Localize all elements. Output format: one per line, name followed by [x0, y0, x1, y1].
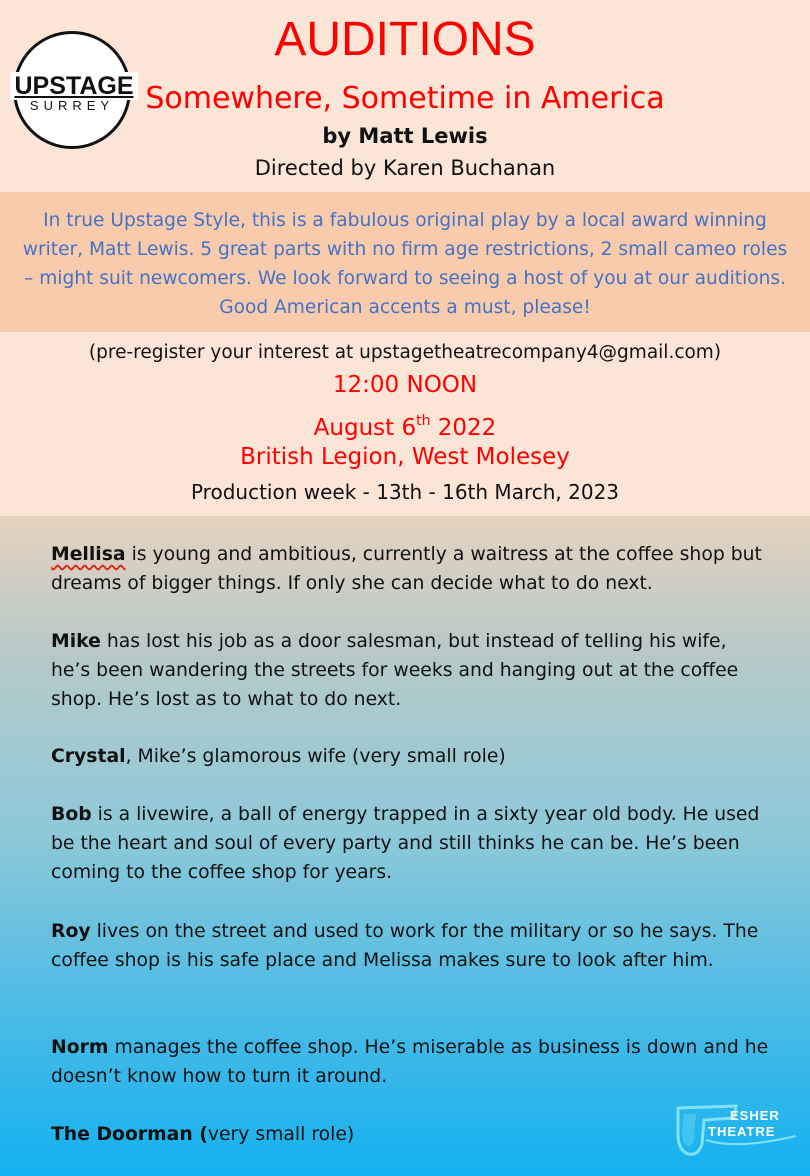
- role-mike: [51, 627, 771, 714]
- intro-section: [0, 192, 810, 332]
- audition-time: 12:00 NOON: [332, 372, 478, 398]
- role-name: Roy: [51, 921, 91, 942]
- intro-text: In true Upstage Style, this is a fabulous original play by a local award winning writer, Matt Lewis. 5 great parts with no firm age restrictions, 2 small cameo roles – might suit newcomers. We look forward to seeing a host of you at our auditions. Good American accents a must, please!: [22, 210, 788, 318]
- roles-section: [0, 516, 810, 1176]
- page-title: AUDITIONS: [274, 13, 536, 66]
- esher-line1: ESHER: [730, 1108, 780, 1123]
- role-norm: [51, 1033, 771, 1091]
- play-title: Somewhere, Sometime in America: [145, 81, 665, 116]
- role-description: is young and ambitious, currently a waitress at the coffee shop but dreams of bigger things. If only she can decide what to do next.: [51, 544, 762, 594]
- date-day: August 6: [313, 415, 417, 441]
- esher-theatre-logo: [676, 1104, 798, 1160]
- role-description: lives on the street and used to work for the military or so he says. The coffee shop is his safe place and Melissa makes sure to look after him.: [51, 921, 759, 971]
- role-name: Crystal: [51, 746, 126, 767]
- role-name: Mellisa: [51, 544, 126, 565]
- role-description: manages the coffee shop. He’s miserable as business is down and he doesn’t know how to turn it around.: [51, 1037, 769, 1087]
- role-name: Norm: [51, 1037, 109, 1058]
- role-name: The Doorman (: [51, 1124, 208, 1145]
- audition-date: [0, 404, 810, 445]
- esher-line2: THEATRE: [708, 1124, 776, 1139]
- role-bob: [51, 800, 771, 887]
- role-roy: [51, 917, 771, 975]
- production-week: Production week - 13th - 16th March, 2023: [190, 480, 620, 504]
- role-name: Mike: [51, 631, 101, 652]
- role-description: is a livewire, a ball of energy trapped in a sixty year old body. He used be the heart and soul of every party and still thinks he can be. He’s been coming to the coffee shop for years.: [51, 804, 760, 883]
- role-description: has lost his job as a door salesman, but instead of telling his wife, he’s been wandering the streets for weeks and hanging out at the coffee shop. He’s lost as to what to do next.: [51, 631, 739, 710]
- audition-venue: British Legion, West Molesey: [240, 444, 570, 470]
- logo-surrey-text: SURREY: [29, 98, 115, 113]
- register-info: (pre-register your interest at upstagetheatrecompany4@gmail.com): [88, 342, 722, 363]
- date-ordinal: th: [416, 413, 431, 429]
- role-crystal: [51, 742, 771, 771]
- role-name: Bob: [51, 804, 92, 825]
- role-description: , Mike’s glamorous wife (very small role): [125, 746, 506, 767]
- role-description: very small role): [207, 1124, 355, 1145]
- details-section: [0, 332, 810, 516]
- author: by Matt Lewis: [322, 124, 488, 148]
- role-doorman: [51, 1120, 771, 1149]
- director: Directed by Karen Buchanan: [254, 156, 556, 180]
- logo-upstage-text: UPSTAGE: [10, 72, 138, 100]
- role-mellisa: [51, 540, 771, 598]
- date-year: 2022: [430, 415, 497, 441]
- header-section: [0, 0, 810, 192]
